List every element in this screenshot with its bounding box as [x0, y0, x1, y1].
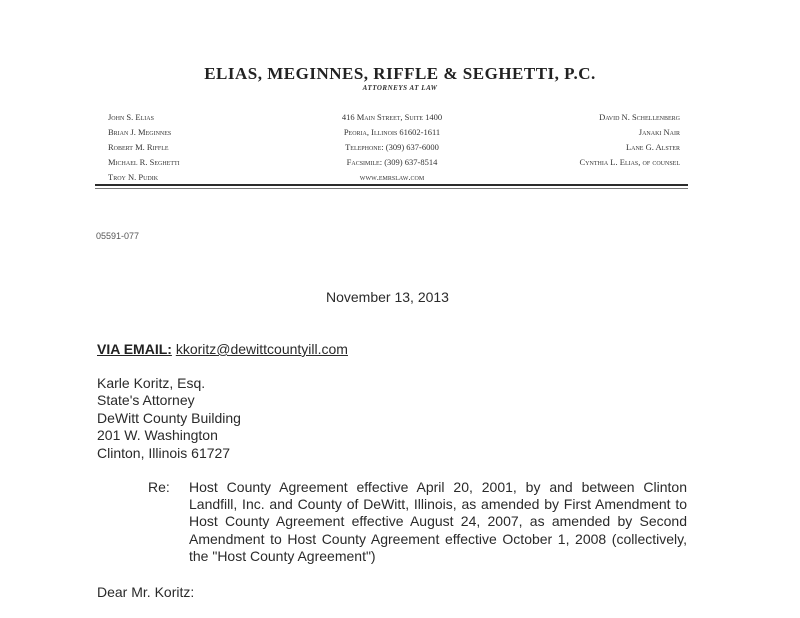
via-email-label: VIA EMAIL: — [97, 341, 172, 357]
recipient-title: State's Attorney — [97, 392, 195, 409]
partner-name: Michael R. Seghetti — [108, 157, 180, 167]
letterhead-divider-thin — [95, 188, 688, 189]
partner-name: Janaki Nair — [638, 127, 680, 137]
partner-name: Brian J. Meginnes — [108, 127, 172, 137]
facsimile: Facsimile: (309) 637-8514 — [346, 157, 438, 167]
letter-date: November 13, 2013 — [326, 289, 449, 305]
recipient-name: Karle Koritz, Esq. — [97, 375, 206, 391]
re-label: Re: — [148, 479, 170, 495]
firm-name: ELIAS, MEGINNES, RIFFLE & SEGHETTI, P.C. — [204, 64, 596, 83]
website: www.emrslaw.com — [359, 172, 425, 182]
recipient-city: Clinton, Illinois 61727 — [97, 444, 231, 461]
recipient-email-link[interactable]: kkoritz@dewittcountyill.com — [175, 341, 348, 357]
recipient-building: DeWitt County Building — [97, 409, 241, 426]
file-number: 05591-077 — [96, 231, 140, 241]
letterhead-contact-block — [300, 110, 484, 185]
letterhead-left-partners — [108, 110, 180, 185]
partner-name: Lane G. Alster — [625, 142, 680, 152]
partner-name: Troy N. Pudik — [108, 172, 159, 182]
partner-name: Robert M. Riffle — [108, 142, 169, 152]
street-address: 416 Main Street, Suite 1400 — [341, 112, 443, 122]
partner-name: David N. Schellenberg — [599, 112, 680, 122]
re-subject: Host County Agreement effective April 20, 2001, by and between Clinton Landfill, Inc. and County of DeWitt, Illinois, as amended by First Amendment to Host County Agreement effective August 24, 2007, as amended by Second Amendment to Host County Agreement effective October 1, 2008 (collectively, the "Host County Agreement") — [189, 479, 687, 564]
recipient-street: 201 W. Washington — [97, 427, 218, 444]
letterhead-divider — [95, 184, 688, 186]
partner-name: John S. Elias — [108, 112, 154, 122]
letterhead-right-partners — [500, 110, 680, 170]
partner-name: Cynthia L. Elias, of counsel — [579, 157, 680, 167]
delivery-line — [97, 341, 348, 357]
city-address: Peoria, Illinois 61602-1611 — [343, 127, 441, 137]
telephone: Telephone: (309) 637-6000 — [345, 142, 439, 152]
firm-subtitle: ATTORNEYS AT LAW — [362, 84, 438, 92]
recipient-address — [97, 375, 241, 462]
salutation: Dear Mr. Koritz: — [97, 584, 195, 600]
